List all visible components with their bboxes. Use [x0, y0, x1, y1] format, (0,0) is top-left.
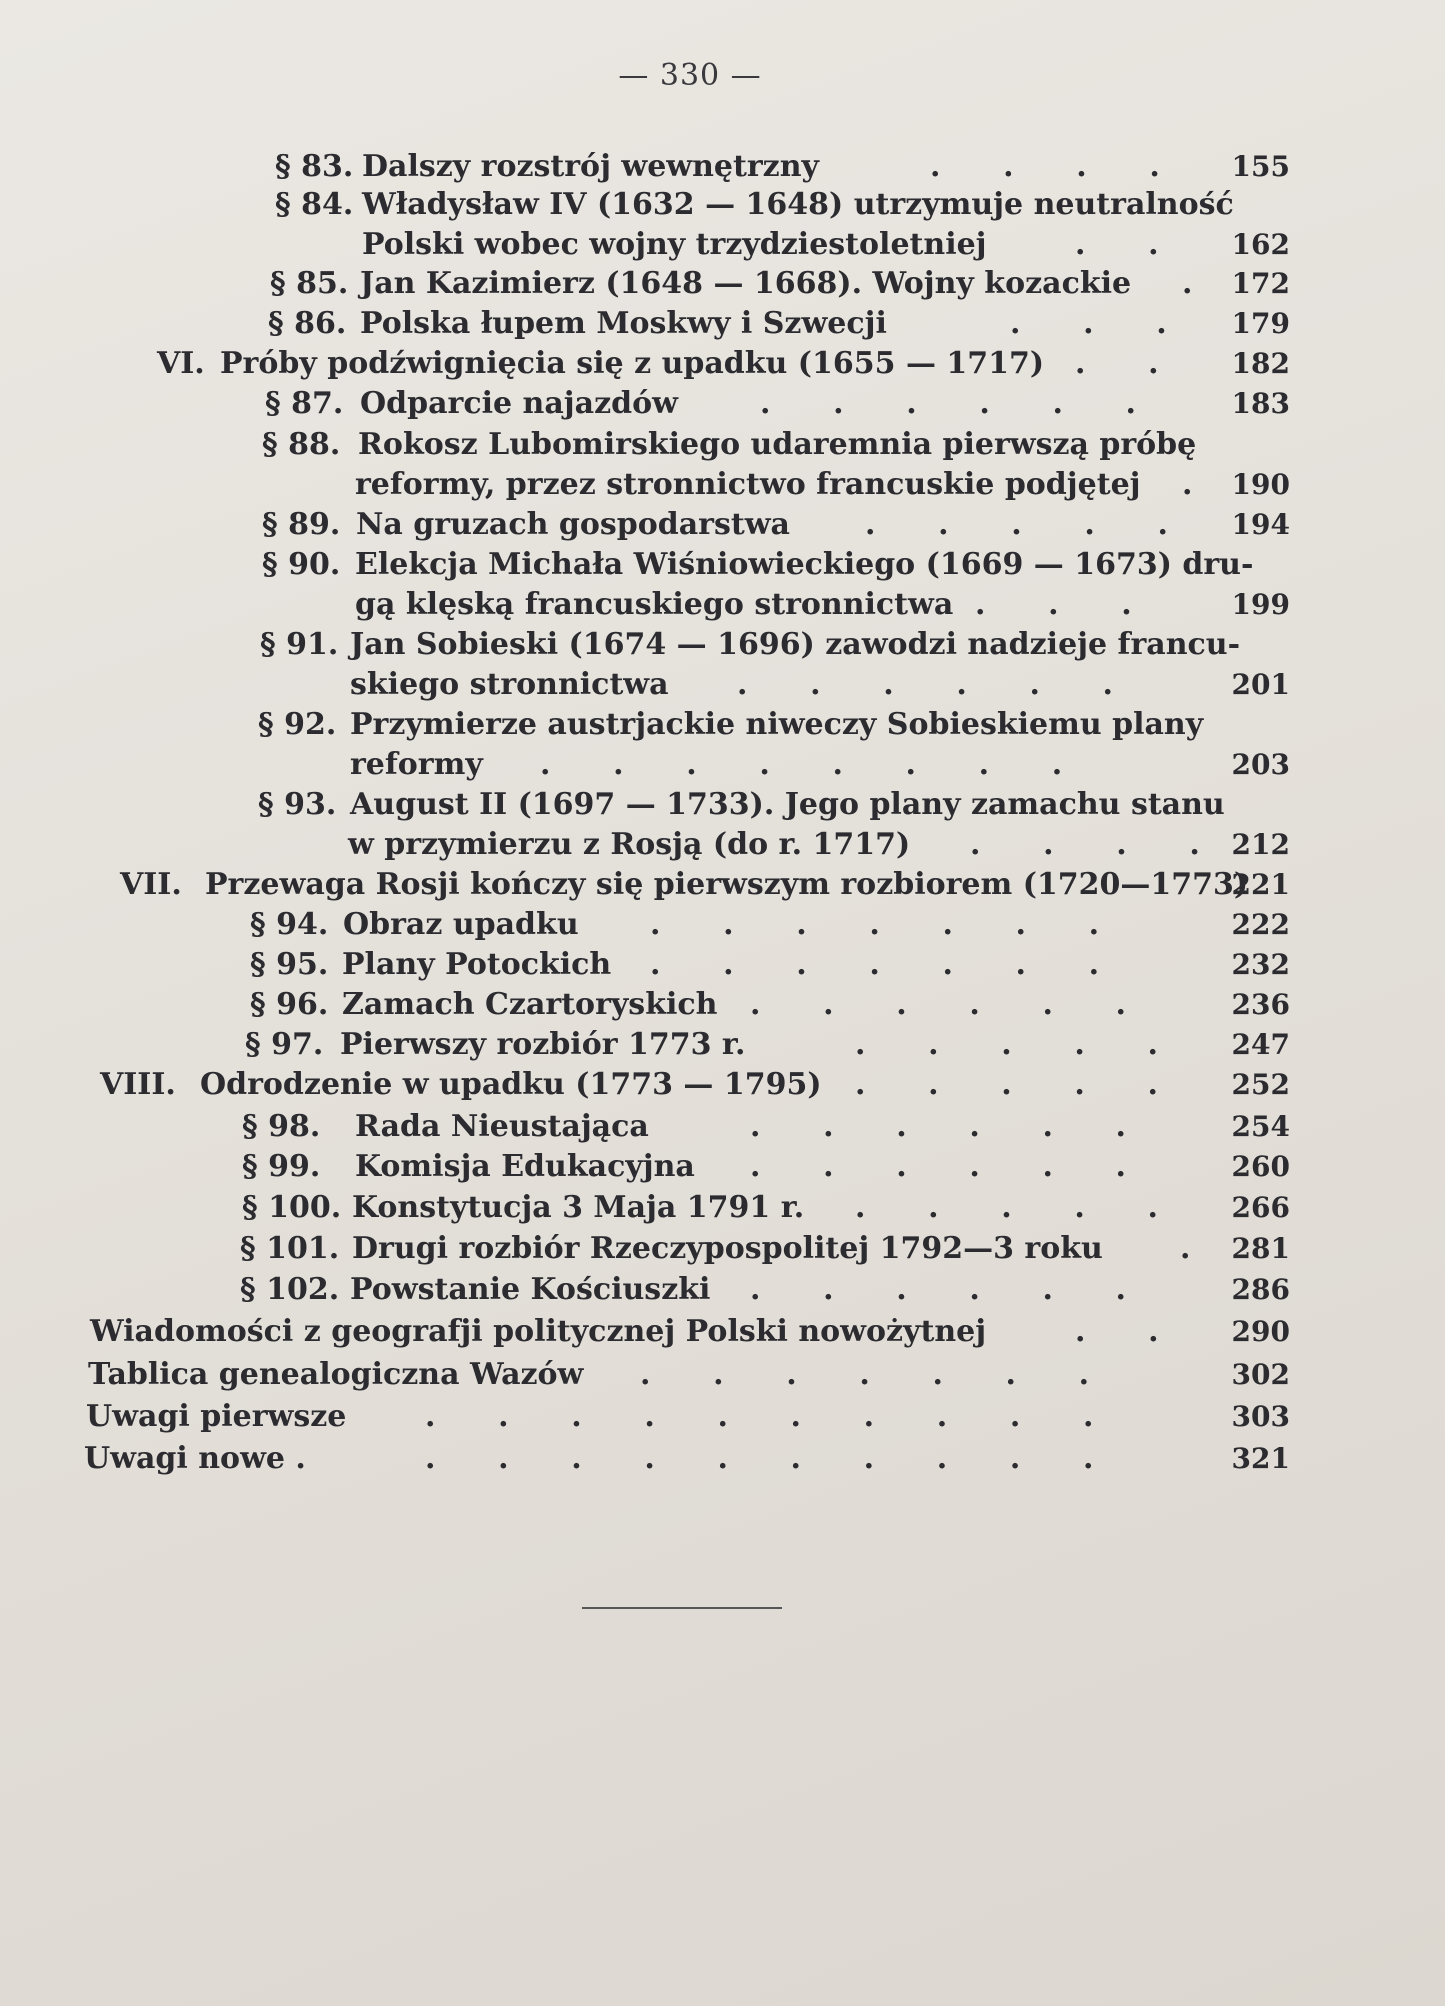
toc-page-number: 172 — [1231, 267, 1290, 300]
toc-entry-number: § 85. — [270, 266, 349, 301]
toc-dot-leader: . . . — [975, 587, 1132, 622]
toc-entry-number: § 83. — [275, 149, 354, 184]
toc-dot-leader: . . . . — [970, 827, 1200, 862]
toc-page-number: 281 — [1231, 1232, 1290, 1265]
toc-entry-number: § 98. — [242, 1109, 321, 1144]
toc-dot-leader: . . . . . — [855, 1027, 1158, 1062]
toc-entry-title-continued: reformy, przez stronnictwo francuskie podjętej — [355, 467, 1141, 502]
toc-entry-title: Odparcie najazdów — [360, 386, 678, 421]
toc-page-number: 162 — [1231, 228, 1290, 261]
toc-entry-number: § 84. — [275, 187, 354, 222]
toc-dot-leader: . — [1180, 1231, 1191, 1266]
toc-entry-number: § 87. — [265, 386, 344, 421]
toc-entry-title: Powstanie Kościuszki — [350, 1272, 711, 1307]
toc-entry-title: Komisja Edukacyjna — [355, 1149, 695, 1184]
page-number: — 330 — — [618, 58, 762, 93]
toc-dot-leader: . . . . . . — [737, 667, 1113, 702]
toc-entry-title: Uwagi nowe . — [84, 1441, 306, 1476]
toc-entry-title: Pierwszy rozbiór 1773 r. — [340, 1027, 746, 1062]
toc-dot-leader: . . . . — [930, 149, 1160, 184]
toc-page-number: 247 — [1231, 1028, 1290, 1061]
toc-entry-title: Przymierze austrjackie niweczy Sobieskiemu plany — [350, 707, 1204, 742]
toc-dot-leader: . . . . . . — [750, 1272, 1126, 1307]
toc-entry-title: Uwagi pierwsze — [86, 1399, 347, 1434]
toc-entry-title: Zamach Czartoryskich — [342, 987, 718, 1022]
toc-entry-number: § 95. — [250, 947, 329, 982]
toc-entry-number: § 86. — [268, 306, 347, 341]
toc-entry-number: § 94. — [250, 907, 329, 942]
toc-entry-title-continued: gą klęską francuskiego stronnictwa — [355, 587, 954, 622]
toc-entry-title-continued: skiego stronnictwa — [350, 667, 669, 702]
toc-page-number: 303 — [1231, 1400, 1290, 1433]
toc-entry-title: Tablica genealogiczna Wazów — [88, 1357, 584, 1392]
toc-page-number: 286 — [1231, 1273, 1290, 1306]
toc-dot-leader: . . . . . . — [750, 1109, 1126, 1144]
toc-entry-title: August II (1697 — 1733). Jego plany zamachu stanu — [350, 787, 1225, 822]
toc-entry-number: § 92. — [258, 707, 337, 742]
toc-page-number: 201 — [1231, 668, 1290, 701]
toc-page-number: 203 — [1231, 748, 1290, 781]
toc-page-number: 232 — [1231, 948, 1290, 981]
toc-page-number: 252 — [1231, 1068, 1290, 1101]
toc-dot-leader: . . . . . — [855, 1190, 1158, 1225]
toc-entry-title: Na gruzach gospodarstwa — [356, 507, 790, 542]
toc-entry-number: § 102. — [240, 1272, 340, 1307]
toc-entry-title-continued: w przymierzu z Rosją (do r. 1717) — [348, 827, 911, 862]
toc-page-number: 212 — [1231, 828, 1290, 861]
toc-entry-title: Odrodzenie w upadku (1773 — 1795) — [200, 1067, 822, 1102]
toc-dot-leader: . . . . . . — [760, 386, 1136, 421]
toc-page-number: 179 — [1231, 307, 1290, 340]
toc-entry-title: Drugi rozbiór Rzeczypospolitej 1792—3 roku — [352, 1231, 1103, 1266]
toc-dot-leader: . — [1182, 266, 1193, 301]
toc-entry-title: Wiadomości z geografji politycznej Polski nowożytnej — [90, 1314, 987, 1349]
toc-page-number: 199 — [1231, 588, 1290, 621]
toc-entry-number: § 90. — [262, 547, 341, 582]
toc-page-number: 183 — [1231, 387, 1290, 420]
toc-entry-title: Próby podźwignięcia się z upadku (1655 — 1717) — [220, 346, 1045, 381]
toc-dot-leader: . . . . . . . . . . — [425, 1399, 1094, 1434]
toc-entry-number: VI. — [157, 346, 205, 381]
closing-rule — [582, 1607, 782, 1609]
toc-entry-title-continued: reformy — [350, 747, 483, 782]
toc-page-number: 194 — [1231, 508, 1290, 541]
toc-page-number: 290 — [1231, 1315, 1290, 1348]
toc-entry-title: Władysław IV (1632 — 1648) utrzymuje neutralność — [362, 187, 1234, 222]
toc-page-number: 182 — [1231, 347, 1290, 380]
toc-dot-leader: . . — [1075, 227, 1159, 262]
toc-entry-title: Jan Sobieski (1674 — 1696) zawodzi nadzieje francu- — [350, 627, 1241, 662]
toc-page-number: 155 — [1231, 150, 1290, 183]
toc-page-number: 222 — [1231, 908, 1290, 941]
toc-entry-number: § 89. — [262, 507, 341, 542]
toc-entry-title-continued: Polski wobec wojny trzydziestoletniej — [362, 227, 987, 262]
toc-dot-leader: . . . . . . . — [650, 907, 1100, 942]
toc-entry-title: Dalszy rozstrój wewnętrzny — [362, 149, 819, 184]
toc-entry-number: § 100. — [242, 1190, 342, 1225]
toc-page-number: 321 — [1231, 1442, 1290, 1475]
toc-dot-leader: . . — [1075, 1314, 1159, 1349]
toc-dot-leader: . . . . . — [865, 507, 1168, 542]
toc-page-number: 302 — [1231, 1358, 1290, 1391]
toc-dot-leader: . . . . . . — [750, 987, 1126, 1022]
toc-entry-number: § 99. — [242, 1149, 321, 1184]
toc-page-number: 190 — [1231, 468, 1290, 501]
toc-page-number: 266 — [1231, 1191, 1290, 1224]
toc-entry-title: Plany Potockich — [342, 947, 612, 982]
toc-entry-title: Obraz upadku — [343, 907, 579, 942]
toc-entry-number: § 96. — [250, 987, 329, 1022]
toc-entry-title: Jan Kazimierz (1648 — 1668). Wojny kozackie — [360, 266, 1132, 301]
toc-dot-leader: . . . . . . — [750, 1149, 1126, 1184]
toc-dot-leader: . . . . . . . . — [540, 747, 1063, 782]
toc-entry-number: § 88. — [262, 427, 341, 462]
toc-dot-leader: . . — [1075, 346, 1159, 381]
toc-entry-number: § 101. — [240, 1231, 340, 1266]
toc-page-number: 221 — [1231, 868, 1290, 901]
toc-page-number: 254 — [1231, 1110, 1290, 1143]
toc-dot-leader: . — [1182, 467, 1193, 502]
toc-entry-title: Rokosz Lubomirskiego udaremnia pierwszą próbę — [358, 427, 1197, 462]
toc-entry-title: Przewaga Rosji kończy się pierwszym rozbiorem (1720—1773) — [205, 867, 1249, 902]
toc-entry-number: VIII. — [100, 1067, 176, 1102]
toc-dot-leader: . . . — [1010, 306, 1167, 341]
toc-entry-number: § 93. — [258, 787, 337, 822]
toc-entry-title: Konstytucja 3 Maja 1791 r. — [352, 1190, 805, 1225]
toc-dot-leader: . . . . . . . — [650, 947, 1100, 982]
toc-entry-number: § 91. — [260, 627, 339, 662]
toc-entry-number: § 97. — [245, 1027, 324, 1062]
toc-entry-number: VII. — [120, 867, 182, 902]
toc-entry-title: Rada Nieustająca — [355, 1109, 649, 1144]
toc-entry-title: Polska łupem Moskwy i Szwecji — [360, 306, 887, 341]
toc-dot-leader: . . . . . — [855, 1067, 1158, 1102]
toc-dot-leader: . . . . . . . — [640, 1357, 1090, 1392]
toc-entry-title: Elekcja Michała Wiśniowieckiego (1669 — 1673) dru- — [355, 547, 1254, 582]
toc-dot-leader: . . . . . . . . . . — [425, 1441, 1094, 1476]
toc-page-number: 236 — [1231, 988, 1290, 1021]
toc-page-number: 260 — [1231, 1150, 1290, 1183]
